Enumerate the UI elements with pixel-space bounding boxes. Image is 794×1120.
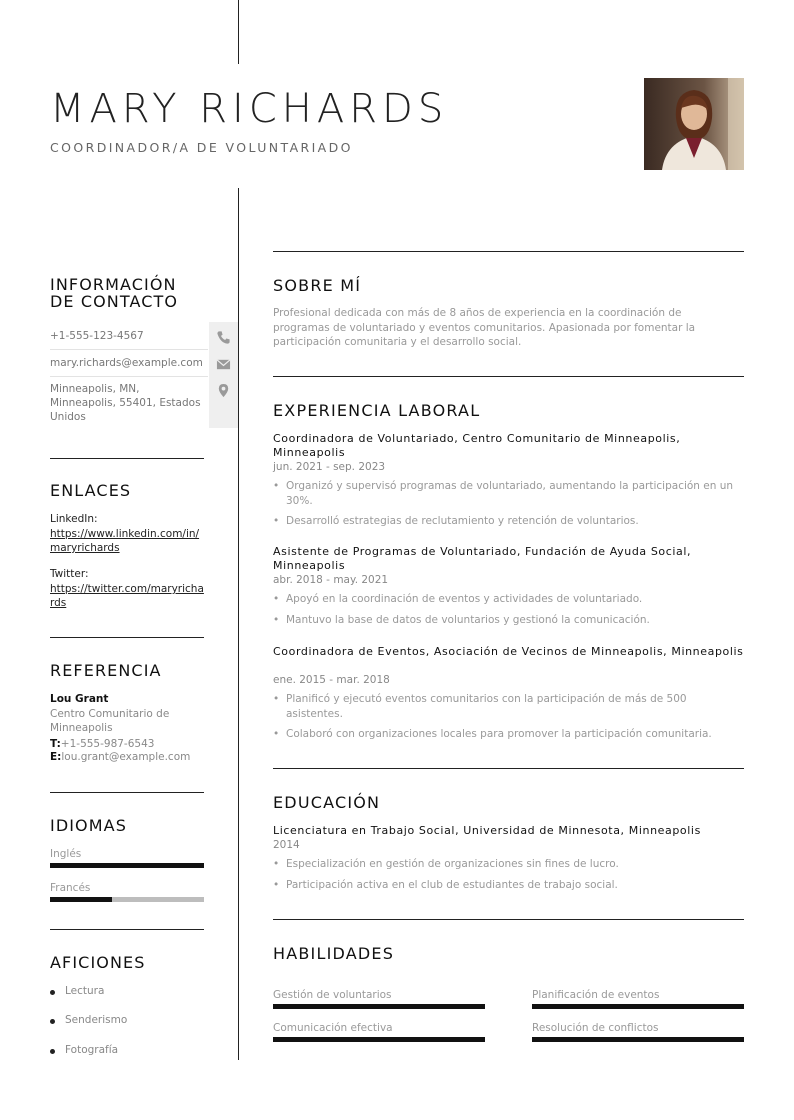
links-heading: ENLACES	[50, 481, 132, 500]
job-title: Asistente de Programas de Voluntariado, Fundación de Ayuda Social, Minneapolis	[273, 545, 692, 572]
reference-name: Lou Grant	[50, 693, 109, 705]
bullet-dot: •	[273, 614, 280, 626]
job-bullet	[273, 727, 744, 742]
bullet-dot: •	[273, 728, 280, 740]
contact-email[interactable]: mary.richards@example.com	[50, 357, 203, 369]
language-level-bar	[50, 863, 204, 868]
sidebar-divider	[50, 929, 204, 930]
skill-level-bar	[532, 1004, 744, 1009]
language-name: Francés	[50, 882, 91, 894]
reference-phone[interactable]: +1-555-987-6543	[60, 738, 155, 750]
bullet-dot: •	[273, 879, 280, 891]
bullet-dot: •	[273, 593, 280, 605]
phone-icon	[216, 330, 231, 345]
education-bullet-text: Especialización en gestión de organizaciones sin fines de lucro.	[286, 858, 619, 870]
job-dates: abr. 2018 - may. 2021	[273, 574, 389, 586]
hobby-label: Lectura	[65, 985, 105, 997]
bullet-dot: •	[273, 858, 280, 870]
language-name: Inglés	[50, 848, 82, 860]
bullet-dot: •	[273, 693, 280, 705]
job-bullet	[273, 514, 744, 529]
language-level-bar	[50, 897, 204, 902]
bullet-dot: •	[273, 480, 280, 492]
experience-heading: EXPERIENCIA LABORAL	[273, 401, 481, 420]
job-bullet-text: Desarrolló estrategias de reclutamiento y retención de voluntarios.	[286, 515, 639, 527]
job-dates: jun. 2021 - sep. 2023	[273, 461, 386, 473]
linkedin-link[interactable]: https://www.linkedin.com/in/maryrichards	[50, 528, 200, 554]
education-bullet	[273, 857, 744, 872]
sidebar-divider	[50, 458, 204, 459]
job-bullet	[273, 479, 744, 508]
section-divider	[273, 251, 744, 252]
column-divider	[238, 188, 239, 1060]
job-bullet-text: Organizó y supervisó programas de voluntariado, aumentando la participación en un 30%.	[286, 480, 734, 507]
mail-icon	[216, 357, 231, 372]
candidate-title: COORDINADOR/A DE VOLUNTARIADO	[50, 140, 353, 155]
twitter-label: Twitter:	[50, 568, 89, 580]
skill-level-bar	[273, 1037, 485, 1042]
job-title: Coordinadora de Voluntariado, Centro Comunitario de Minneapolis, Minneapolis	[273, 432, 681, 459]
bullet-dot: •	[273, 515, 280, 527]
linkedin-label: LinkedIn:	[50, 513, 98, 525]
job-bullet	[273, 692, 744, 721]
reference-heading: REFERENCIA	[50, 661, 162, 680]
job-title: Coordinadora de Eventos, Asociación de Vecinos de Minneapolis, Minneapolis	[273, 645, 744, 658]
skill-name: Comunicación efectiva	[273, 1022, 393, 1034]
location-pin-icon	[216, 383, 231, 398]
about-text: Profesional dedicada con más de 8 años de experiencia en la coordinación de programas de voluntariado y eventos comunitarios. Apasionada por fomentar la participación comunitaria y el desarrollo social.	[273, 307, 696, 348]
job-bullet-text: Mantuvo la base de datos de voluntarios y gestionó la comunicación.	[286, 614, 650, 626]
reference-email[interactable]: lou.grant@example.com	[61, 751, 191, 763]
education-bullet	[273, 878, 744, 893]
job-bullet	[273, 592, 744, 607]
bullet-dot	[50, 1019, 55, 1024]
about-heading: SOBRE MÍ	[273, 276, 362, 295]
language-level-fill	[50, 897, 112, 902]
contact-phone[interactable]: +1-555-123-4567	[50, 330, 144, 342]
hobbies-heading: AFICIONES	[50, 953, 146, 972]
contact-address: Minneapolis, MN, Minneapolis, 55401, Estados Unidos	[50, 383, 201, 423]
twitter-link[interactable]: https://twitter.com/maryrichards	[50, 583, 204, 609]
hobby-label: Senderismo	[65, 1014, 128, 1026]
degree-title: Licenciatura en Trabajo Social, Universidad de Minnesota, Minneapolis	[273, 824, 701, 837]
skill-level-bar	[532, 1037, 744, 1042]
contact-divider	[50, 376, 208, 377]
skill-level-bar	[273, 1004, 485, 1009]
languages-heading: IDIOMAS	[50, 816, 127, 835]
contact-divider	[50, 349, 208, 350]
section-divider	[273, 919, 744, 920]
top-vertical-rule	[238, 0, 239, 64]
skills-heading: HABILIDADES	[273, 944, 395, 963]
job-bullet-text: Colaboró con organizaciones locales para promover la participación comunitaria.	[286, 728, 712, 740]
sidebar-divider	[50, 792, 204, 793]
job-bullet-text: Apoyó en la coordinación de eventos y actividades de voluntariado.	[286, 593, 643, 605]
job-dates: ene. 2015 - mar. 2018	[273, 674, 390, 686]
skill-name: Planificación de eventos	[532, 989, 660, 1001]
reference-phone-label: T:	[50, 738, 61, 750]
reference-email-line	[50, 751, 190, 763]
hobby-label: Fotografía	[65, 1044, 119, 1056]
contact-heading: INFORMACIÓN DE CONTACTO	[50, 275, 179, 311]
job-bullet-text: Planificó y ejecutó eventos comunitarios con la participación de más de 500 asistentes.	[286, 693, 687, 720]
reference-phone-line	[50, 738, 154, 750]
profile-photo	[644, 78, 744, 170]
language-level-fill	[50, 863, 204, 868]
skill-name: Gestión de voluntarios	[273, 989, 392, 1001]
reference-email-label: E:	[50, 751, 62, 763]
education-heading: EDUCACIÓN	[273, 793, 381, 812]
skill-name: Resolución de conflictos	[532, 1022, 659, 1034]
bullet-dot	[50, 1049, 55, 1054]
section-divider	[273, 376, 744, 377]
education-bullet-text: Participación activa en el club de estudiantes de trabajo social.	[286, 879, 618, 891]
candidate-name: MARY RICHARDS	[50, 86, 449, 132]
bullet-dot	[50, 990, 55, 995]
sidebar-divider	[50, 637, 204, 638]
reference-organization: Centro Comunitario de Minneapolis	[50, 708, 170, 734]
degree-year: 2014	[273, 839, 300, 851]
job-bullet	[273, 613, 744, 628]
section-divider	[273, 768, 744, 769]
